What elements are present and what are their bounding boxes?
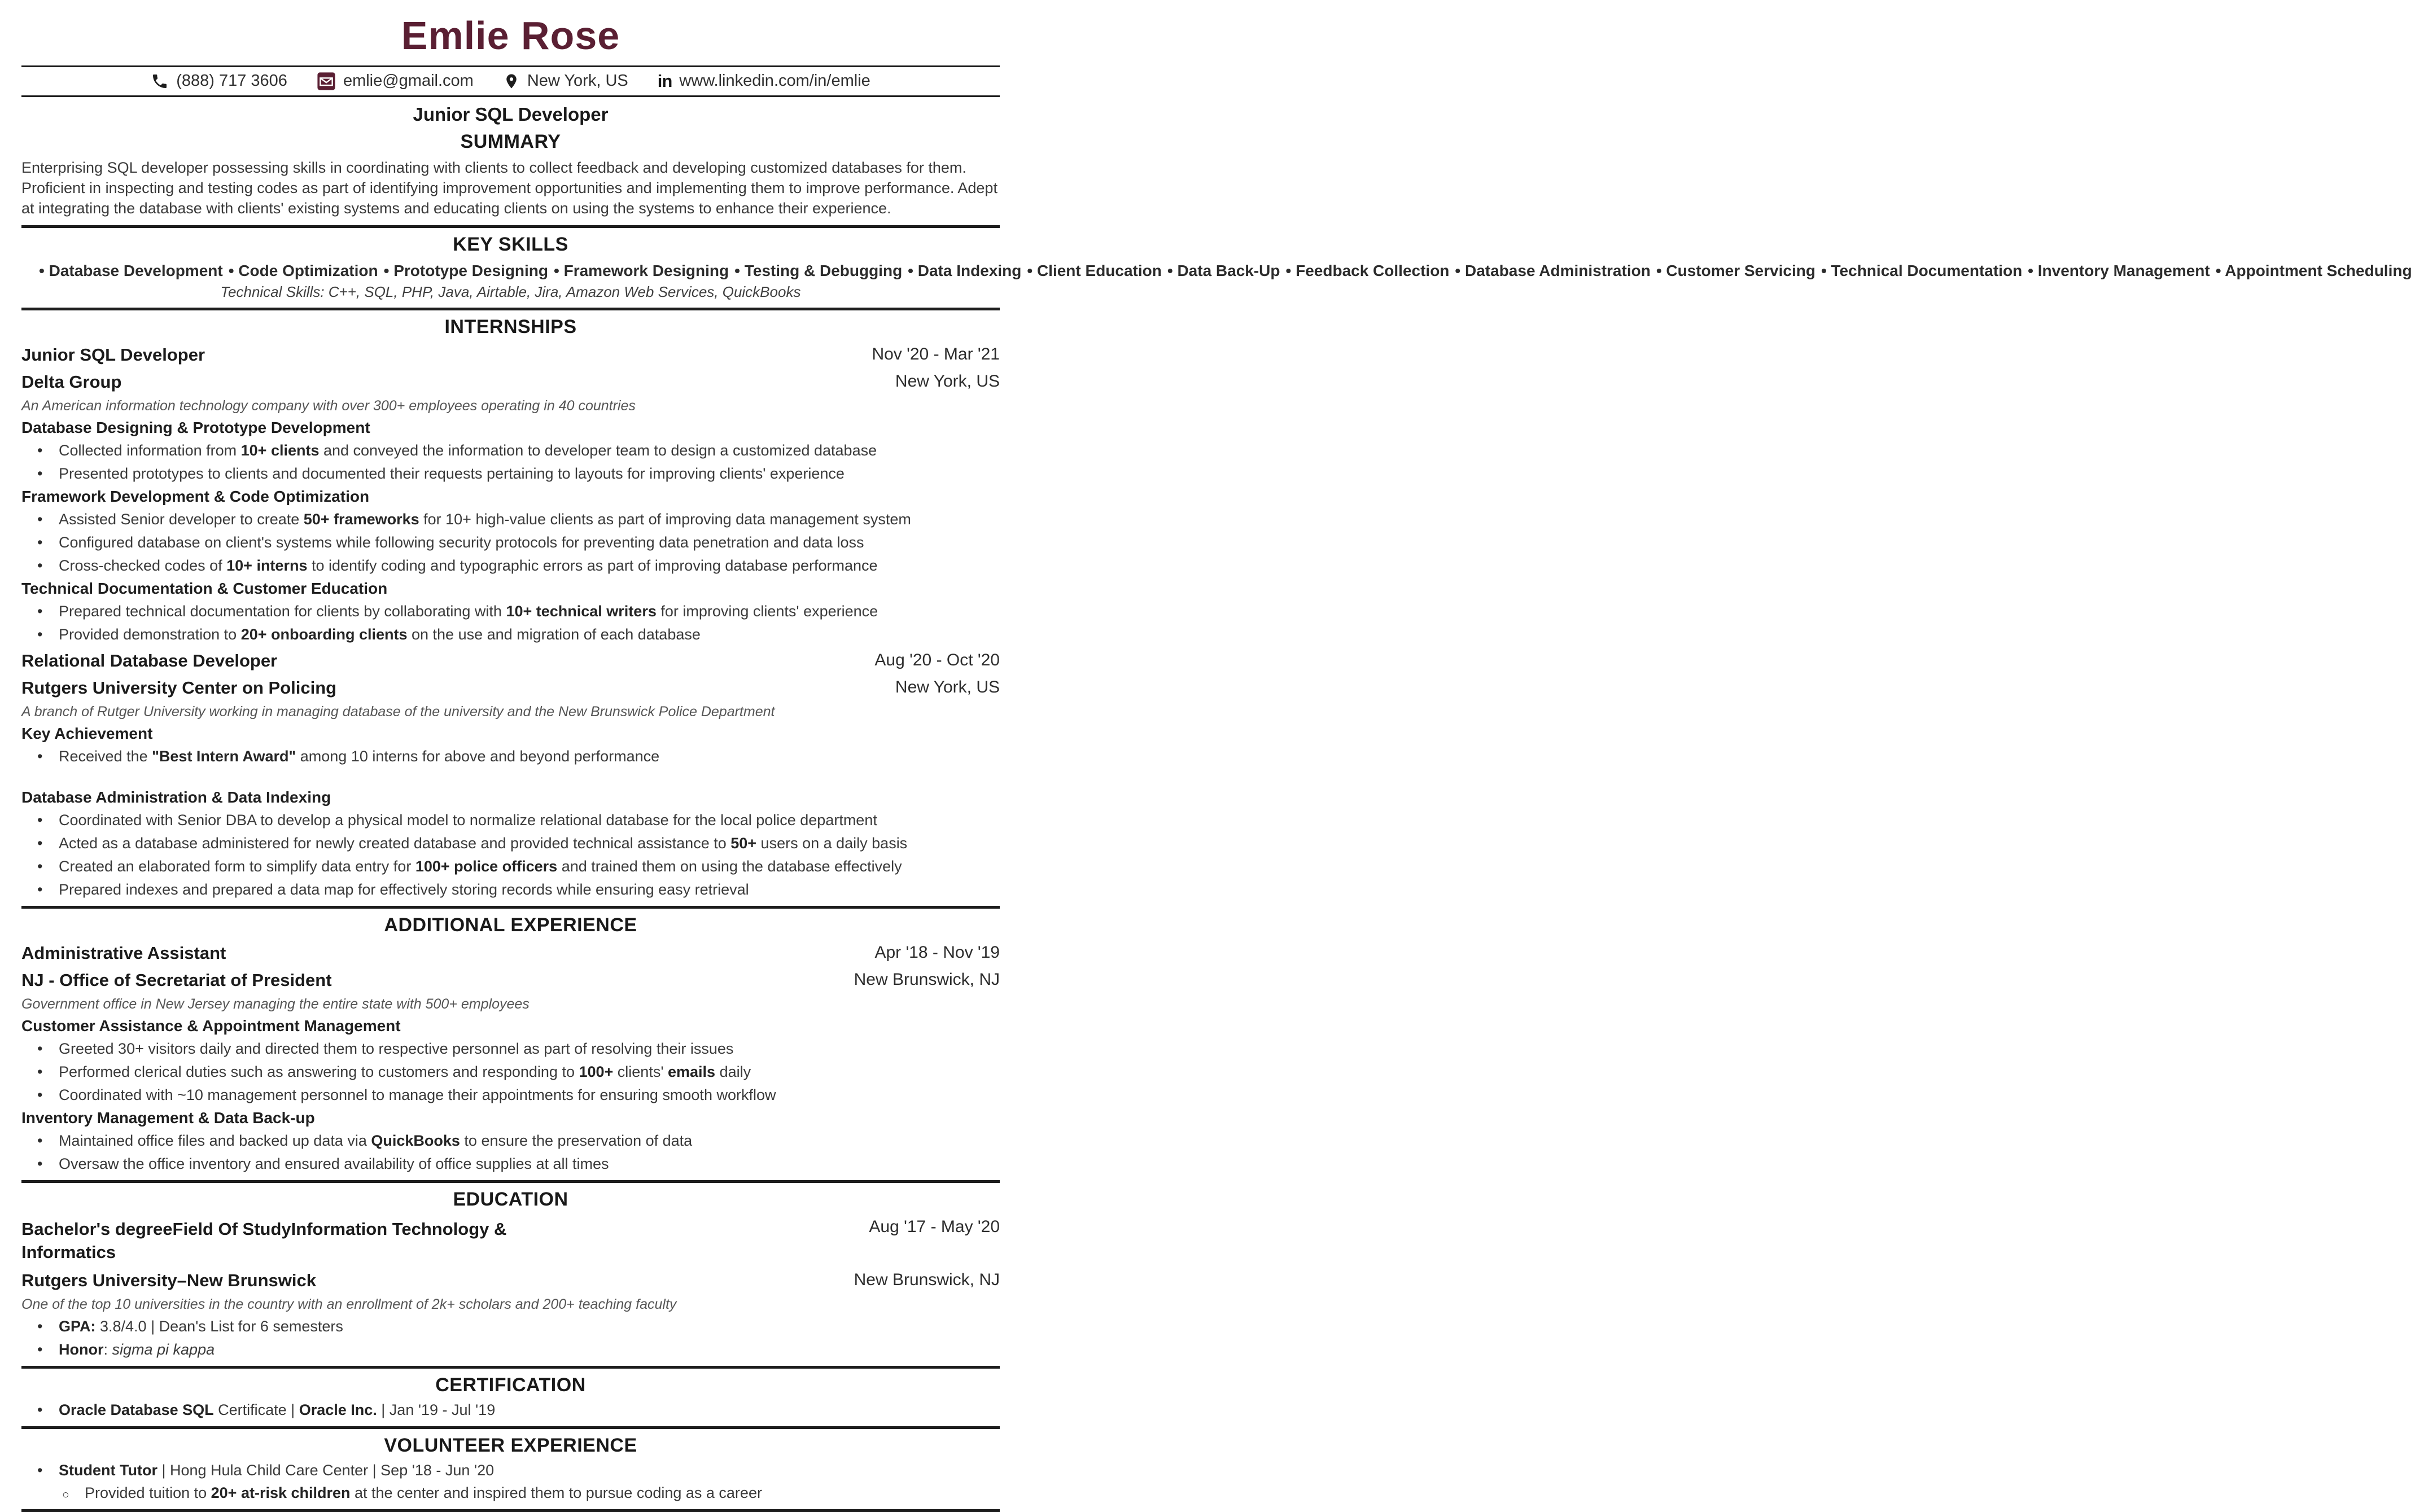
skill-item: • Inventory Management: [2028, 262, 2210, 279]
bullet-item: • Prepared indexes and prepared a data map for effectively storing records while ensuring easy retrieval: [21, 880, 1000, 899]
skill-item: • Data Indexing: [908, 262, 1021, 279]
bullet-item: • GPA: 3.8/4.0 | Dean's List for 6 semesters: [21, 1317, 1000, 1336]
bullet-list: [21, 747, 1000, 766]
job-group: [21, 1109, 1000, 1173]
section-divider: [21, 1509, 1000, 1512]
bullet-list: [21, 602, 1000, 644]
group-subheading: Framework Development & Code Optimization: [21, 487, 370, 505]
contact-phone: [151, 72, 287, 90]
job-company: Rutgers University Center on Policing: [21, 677, 337, 698]
skill-item: • Framework Designing: [554, 262, 729, 279]
skill-item: • Data Back-Up: [1167, 262, 1280, 279]
candidate-name: Emlie Rose: [401, 14, 620, 58]
linkedin-icon: [658, 71, 672, 91]
education-bullets: [21, 1317, 1000, 1359]
job-location: New York, US: [895, 371, 1000, 391]
location-text: New York, US: [527, 72, 628, 90]
job-groups: [21, 419, 1000, 644]
bullet-list: [21, 811, 1000, 899]
section-divider: [21, 1180, 1000, 1183]
group-subheading: Technical Documentation & Customer Education: [21, 579, 388, 597]
summary-text: Enterprising SQL developer possessing skills in coordinating with clients to collect feedback and developing customized databases for them. Proficient in inspecting and testing codes as part of identifying improvement opportunities and implementing them to improve performance. Adept at integrating the database with clients' existing systems and educating clients on using the systems to enhance their experience.: [21, 159, 998, 217]
bullet-item: • Cross-checked codes of 10+ interns to identify coding and typographic errors as part of improving database performance: [21, 556, 1000, 575]
bullet-item: • Maintained office files and backed up data via QuickBooks to ensure the preservation of data: [21, 1132, 1000, 1150]
job-group: [21, 580, 1000, 644]
job-dates: Nov '20 - Mar '21: [872, 344, 1000, 363]
section-divider: [21, 906, 1000, 909]
envelope-icon: [317, 72, 336, 91]
education-heading: EDUCATION: [453, 1188, 568, 1210]
job-group: [21, 1017, 1000, 1105]
job-title: Relational Database Developer: [21, 650, 278, 670]
job-dates: Apr '18 - Nov '19: [874, 943, 1000, 962]
bullet-item: • Performed clerical duties such as answering to customers and responding to 100+ clients' emails daily: [21, 1063, 1000, 1081]
skill-item: • Testing & Debugging: [734, 262, 902, 279]
bullet-item: • Assisted Senior developer to create 50+ frameworks for 10+ high-value clients as part of improving data management system: [21, 510, 1000, 529]
bullet-list: [21, 510, 1000, 575]
section-divider: [21, 308, 1000, 310]
phone-number: (888) 717 3606: [176, 72, 287, 90]
job-dates: Aug '20 - Oct '20: [874, 650, 1000, 669]
phone-icon: [151, 72, 169, 90]
bullet-item: • Prepared technical documentation for clients by collaborating with 10+ technical writers for improving clients' experience: [21, 602, 1000, 621]
job-title: Administrative Assistant: [21, 943, 226, 963]
contact-bar: [21, 65, 1000, 97]
volunteer-item: [21, 1461, 1000, 1502]
internships-jobs: [21, 345, 1000, 899]
key-skills-heading: KEY SKILLS: [453, 233, 568, 255]
skill-item: • Prototype Designing: [384, 262, 548, 279]
job-company-row: [21, 678, 1000, 698]
job-group: [21, 725, 1000, 766]
company-description: An American information technology company with over 300+ employees operating in 40 countries: [21, 397, 636, 414]
contact-location: [503, 72, 628, 90]
skill-item: • Client Education: [1027, 262, 1162, 279]
section-volunteer: [21, 1435, 1000, 1502]
job-company-row: [21, 970, 1000, 991]
volunteer-heading: VOLUNTEER EXPERIENCE: [384, 1434, 637, 1456]
document-job-title: Junior SQL Developer: [413, 103, 609, 125]
job-title-row: [21, 943, 1000, 963]
company-description: A branch of Rutger University working in managing database of the university and the New Brunswick Police Department: [21, 703, 775, 720]
bullet-item: • Configured database on client's systems while following security protocols for preventing data penetration and data loss: [21, 533, 1000, 552]
skill-item: • Code Optimization: [229, 262, 378, 279]
bullet-item: • Coordinated with Senior DBA to develop a physical model to normalize relational database for the local police department: [21, 811, 1000, 830]
skill-item: • Database Development: [39, 262, 223, 279]
job-group: [21, 488, 1000, 575]
group-subheading: Database Administration & Data Indexing: [21, 788, 331, 806]
job-location: New Brunswick, NJ: [854, 970, 1000, 989]
job-title-row: [21, 345, 1000, 365]
section-divider: [21, 225, 1000, 228]
bullet-item: • Greeted 30+ visitors daily and directed them to respective personnel as part of resolving their issues: [21, 1040, 1000, 1058]
map-pin-icon: [503, 72, 520, 90]
bullet-item: • Coordinated with ~10 management personnel to manage their appointments for ensuring smooth workflow: [21, 1086, 1000, 1105]
section-education: [21, 1189, 1000, 1359]
internships-heading: INTERNSHIPS: [444, 315, 577, 338]
bullet-item: • Oversaw the office inventory and ensured availability of office supplies at all times: [21, 1155, 1000, 1173]
email-text: emlie@gmail.com: [343, 72, 474, 90]
job-group: [21, 419, 1000, 483]
group-subheading: Inventory Management & Data Back-up: [21, 1108, 315, 1127]
school-row: [21, 1270, 1000, 1291]
section-additional-experience: [21, 914, 1000, 1173]
job-company: Delta Group: [21, 371, 122, 392]
school-description: One of the top 10 universities in the country with an enrollment of 2k+ scholars and 200+ teaching faculty: [21, 1296, 677, 1312]
bullet-item: • Acted as a database administered for newly created database and provided technical assistance to 50+ users on a daily basis: [21, 834, 1000, 853]
job-company: NJ - Office of Secretariat of President: [21, 970, 332, 990]
bullet-item: • Presented prototypes to clients and documented their requests pertaining to layouts for improving clients' experience: [21, 464, 1000, 483]
education-dates: Aug '17 - May '20: [869, 1217, 1000, 1236]
section-certification: [21, 1374, 1000, 1419]
linkedin-url: www.linkedin.com/in/emlie: [679, 72, 870, 90]
job-entry: [21, 943, 1000, 1173]
degree-title: Bachelor's degreeField Of StudyInformation Technology & Informatics: [21, 1219, 507, 1262]
certification-heading: CERTIFICATION: [435, 1374, 586, 1396]
section-summary: [21, 131, 1000, 218]
job-title: Junior SQL Developer: [21, 344, 205, 365]
bullet-list: [21, 1040, 1000, 1105]
contact-linkedin: [658, 71, 870, 91]
bullet-item: • Created an elaborated form to simplify data entry for 100+ police officers and trained them on using the database effectively: [21, 857, 1000, 876]
job-location: New York, US: [895, 677, 1000, 696]
job-group: [21, 788, 1000, 899]
section-key-skills: [21, 233, 2412, 301]
technical-skills-line: Technical Skills: C++, SQL, PHP, Java, Airtable, Jira, Amazon Web Services, QuickBooks: [220, 283, 801, 300]
skill-item: • Database Administration: [1455, 262, 1650, 279]
volunteer-item-text: Student Tutor | Hong Hula Child Care Center | Sep '18 - Jun '20: [59, 1461, 495, 1479]
skill-item: • Feedback Collection: [1286, 262, 1450, 279]
degree-row: [21, 1217, 1000, 1264]
group-subheading: Key Achievement: [21, 724, 153, 742]
bullet-item: • Received the "Best Intern Award" among 10 interns for above and beyond performance: [21, 747, 1000, 766]
job-title-row: [21, 651, 1000, 671]
additional-experience-heading: ADDITIONAL EXPERIENCE: [384, 914, 637, 936]
volunteer-sub-bullets: [59, 1484, 1000, 1502]
additional-experience-jobs: [21, 943, 1000, 1173]
skill-item: • Technical Documentation: [1821, 262, 2022, 279]
skill-item: • Customer Servicing: [1656, 262, 1815, 279]
bullet-item: • Provided demonstration to 20+ onboarding clients on the use and migration of each database: [21, 625, 1000, 644]
education-entry: [21, 1217, 1000, 1359]
bullet-list: [21, 1132, 1000, 1173]
education-location: New Brunswick, NJ: [854, 1270, 1000, 1289]
skills-list: [21, 260, 2412, 281]
bullet-item: • Honor: sigma pi kappa: [21, 1340, 1000, 1359]
job-groups: [21, 725, 1000, 899]
job-groups: [21, 1017, 1000, 1173]
company-description: Government office in New Jersey managing the entire state with 500+ employees: [21, 996, 530, 1012]
job-entry: [21, 651, 1000, 899]
section-internships: [21, 316, 1000, 899]
certification-bullets: [21, 1401, 1000, 1419]
summary-heading: SUMMARY: [460, 130, 561, 152]
group-subheading: Database Designing & Prototype Development: [21, 418, 370, 436]
skill-item: • Appointment Scheduling: [2216, 262, 2412, 279]
contact-email: [317, 72, 474, 91]
job-entry: [21, 345, 1000, 644]
bullet-item: • Collected information from 10+ clients and conveyed the information to developer team to design a customized database: [21, 441, 1000, 460]
section-divider: [21, 1366, 1000, 1369]
section-divider: [21, 1426, 1000, 1429]
sub-bullet-item: ○ Provided tuition to 20+ at-risk children at the center and inspired them to pursue coding as a career: [59, 1484, 1000, 1502]
school-name: Rutgers University–New Brunswick: [21, 1270, 317, 1290]
group-subheading: Customer Assistance & Appointment Management: [21, 1016, 401, 1035]
bullet-item: • Oracle Database SQL Certificate | Oracle Inc. | Jan '19 - Jul '19: [21, 1401, 1000, 1419]
job-company-row: [21, 372, 1000, 392]
volunteer-items: [21, 1461, 1000, 1502]
bullet-list: [21, 441, 1000, 483]
